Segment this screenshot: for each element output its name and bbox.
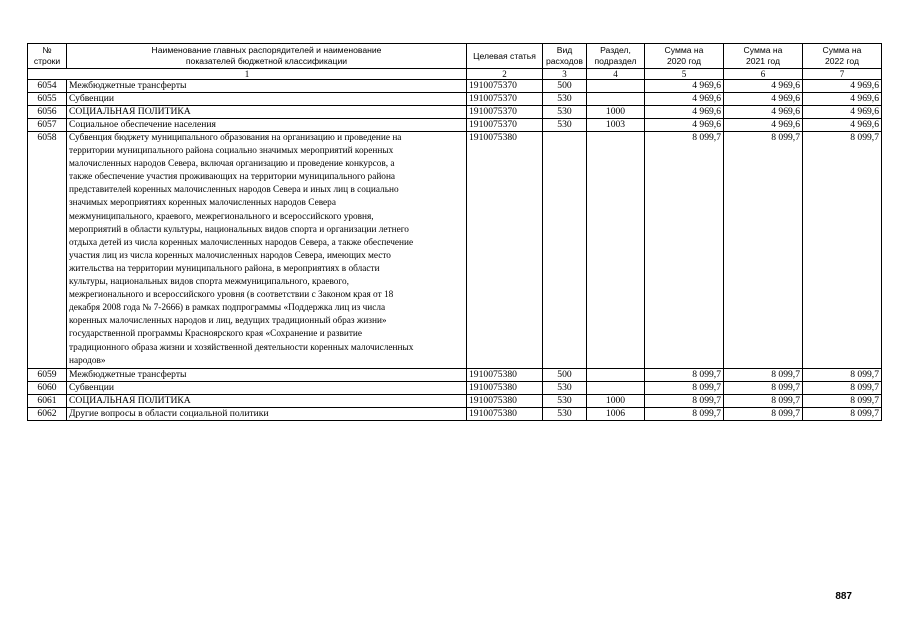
cell-sum-2020: 8 099,7 <box>645 394 724 407</box>
cell-sum-2022: 8 099,7 <box>803 394 882 407</box>
cell-sum-2021: 8 099,7 <box>724 407 803 420</box>
cell-row-number: 6059 <box>28 368 67 381</box>
cell-row-number: 6056 <box>28 106 67 119</box>
cell-sum-2021: 4 969,6 <box>724 106 803 119</box>
cell-indicator-name: Другие вопросы в области социальной политики <box>67 407 467 420</box>
column-index-3: 3 <box>543 69 587 80</box>
cell-sum-2020: 8 099,7 <box>645 368 724 381</box>
cell-sum-2020: 4 969,6 <box>645 80 724 93</box>
cell-section-code <box>587 381 645 394</box>
cell-sum-2022: 8 099,7 <box>803 381 882 394</box>
cell-sum-2020: 8 099,7 <box>645 381 724 394</box>
cell-section-code: 1000 <box>587 394 645 407</box>
table-body <box>28 80 882 421</box>
header-section: Раздел, подраздел <box>587 44 645 69</box>
cell-indicator-name: Межбюджетные трансферты <box>67 80 467 93</box>
table-row <box>28 80 882 93</box>
cell-sum-2021: 4 969,6 <box>724 93 803 106</box>
column-index-4: 4 <box>587 69 645 80</box>
cell-target-article: 1910075380 <box>467 407 543 420</box>
cell-sum-2021: 8 099,7 <box>724 394 803 407</box>
column-index-5: 5 <box>645 69 724 80</box>
cell-row-number: 6061 <box>28 394 67 407</box>
cell-expense-type: 500 <box>543 368 587 381</box>
table-row <box>28 407 882 420</box>
cell-expense-type: 530 <box>543 407 587 420</box>
cell-sum-2021: 8 099,7 <box>724 368 803 381</box>
cell-sum-2022: 8 099,7 <box>803 368 882 381</box>
cell-sum-2021: 4 969,6 <box>724 80 803 93</box>
table-row <box>28 93 882 106</box>
cell-target-article: 1910075370 <box>467 106 543 119</box>
cell-section-code: 1006 <box>587 407 645 420</box>
cell-sum-2022: 8 099,7 <box>803 407 882 420</box>
cell-sum-2022: 4 969,6 <box>803 80 882 93</box>
column-index-7: 7 <box>803 69 882 80</box>
header-sum-2021: Сумма на 2021 год <box>724 44 803 69</box>
budget-table <box>27 43 882 421</box>
header-row-number: № строки <box>28 44 67 69</box>
column-index-6: 6 <box>724 69 803 80</box>
cell-row-number: 6054 <box>28 80 67 93</box>
header-expense-type: Вид расходов <box>543 44 587 69</box>
cell-row-number: 6058 <box>28 132 67 369</box>
cell-row-number: 6062 <box>28 407 67 420</box>
cell-target-article: 1910075370 <box>467 119 543 132</box>
cell-target-article: 1910075380 <box>467 394 543 407</box>
cell-section-code <box>587 93 645 106</box>
cell-indicator-name: СОЦИАЛЬНАЯ ПОЛИТИКА <box>67 394 467 407</box>
header-sum-2022: Сумма на 2022 год <box>803 44 882 69</box>
cell-sum-2022: 4 969,6 <box>803 106 882 119</box>
cell-row-number: 6055 <box>28 93 67 106</box>
cell-sum-2021: 8 099,7 <box>724 381 803 394</box>
cell-sum-2020: 4 969,6 <box>645 106 724 119</box>
cell-expense-type: 530 <box>543 119 587 132</box>
cell-indicator-name: Социальное обеспечение населения <box>67 119 467 132</box>
cell-target-article: 1910075380 <box>467 132 543 369</box>
cell-indicator-name: Субвенция бюджету муниципального образования на организацию и проведение на территории муниципального района социально значимых мероприятий коренных малочисленных народов Севера, включая организацию и проведение конкурсов, а также обеспечение участия проживающих на территории муниципального района представителей коренных малочисленных народов Севера и иных лиц в социально значимых мероприятиях коренных малочисленных народов Севера межмуниципального, краевого, межрегионального и всероссийского уровня, мероприятий в области культуры, национальных видов спорта и организации летнего отдыха детей из числа коренных малочисленных народов Севера, а также обеспечение участия лиц из числа коренных малочисленных народов Севера, имеющих место жительства на территории муниципального района, в мероприятиях в области культуры, национальных видов спорта межмуниципального, краевого, межрегионального и всероссийского уровня (в соответствии с Законом края от 18 декабря 2008 года № 7-2666) в рамках подпрограммы «Поддержка лиц из числа коренных малочисленных народов и лиц, ведущих традиционный образ жизни» государственной программы Красноярского края «Сохранение и развитие традиционного образа жизни и хозяйственной деятельности коренных малочисленных народов» <box>67 132 467 369</box>
cell-sum-2022: 4 969,6 <box>803 119 882 132</box>
cell-section-code <box>587 368 645 381</box>
cell-sum-2020: 8 099,7 <box>645 132 724 369</box>
cell-indicator-name: Субвенции <box>67 93 467 106</box>
page-number: 887 <box>835 591 852 602</box>
cell-expense-type: 500 <box>543 80 587 93</box>
cell-sum-2021: 4 969,6 <box>724 119 803 132</box>
cell-section-code <box>587 132 645 369</box>
header-sum-2020: Сумма на 2020 год <box>645 44 724 69</box>
column-index-2: 2 <box>467 69 543 80</box>
cell-target-article: 1910075380 <box>467 368 543 381</box>
header-name: Наименование главных распорядителей и наименование показателей бюджетной классификации <box>67 44 467 69</box>
cell-target-article: 1910075370 <box>467 80 543 93</box>
column-index-row <box>28 69 882 80</box>
cell-sum-2022: 4 969,6 <box>803 93 882 106</box>
cell-target-article: 1910075370 <box>467 93 543 106</box>
cell-sum-2020: 4 969,6 <box>645 119 724 132</box>
cell-sum-2022: 8 099,7 <box>803 132 882 369</box>
table-row <box>28 132 882 369</box>
cell-expense-type: 530 <box>543 394 587 407</box>
cell-indicator-name: СОЦИАЛЬНАЯ ПОЛИТИКА <box>67 106 467 119</box>
table-row <box>28 119 882 132</box>
cell-section-code: 1000 <box>587 106 645 119</box>
cell-indicator-name: Межбюджетные трансферты <box>67 368 467 381</box>
cell-indicator-name: Субвенции <box>67 381 467 394</box>
column-index-1: 1 <box>28 69 467 80</box>
cell-row-number: 6057 <box>28 119 67 132</box>
cell-section-code: 1003 <box>587 119 645 132</box>
table-row <box>28 394 882 407</box>
cell-sum-2020: 4 969,6 <box>645 93 724 106</box>
header-row <box>28 44 882 69</box>
cell-section-code <box>587 80 645 93</box>
table-row <box>28 368 882 381</box>
cell-expense-type: 530 <box>543 381 587 394</box>
cell-sum-2020: 8 099,7 <box>645 407 724 420</box>
cell-row-number: 6060 <box>28 381 67 394</box>
table-header <box>28 44 882 80</box>
cell-expense-type: 530 <box>543 106 587 119</box>
table-row <box>28 381 882 394</box>
table-row <box>28 106 882 119</box>
cell-target-article: 1910075380 <box>467 381 543 394</box>
header-target-article: Целевая статья <box>467 44 543 69</box>
cell-expense-type <box>543 132 587 369</box>
cell-sum-2021: 8 099,7 <box>724 132 803 369</box>
cell-expense-type: 530 <box>543 93 587 106</box>
